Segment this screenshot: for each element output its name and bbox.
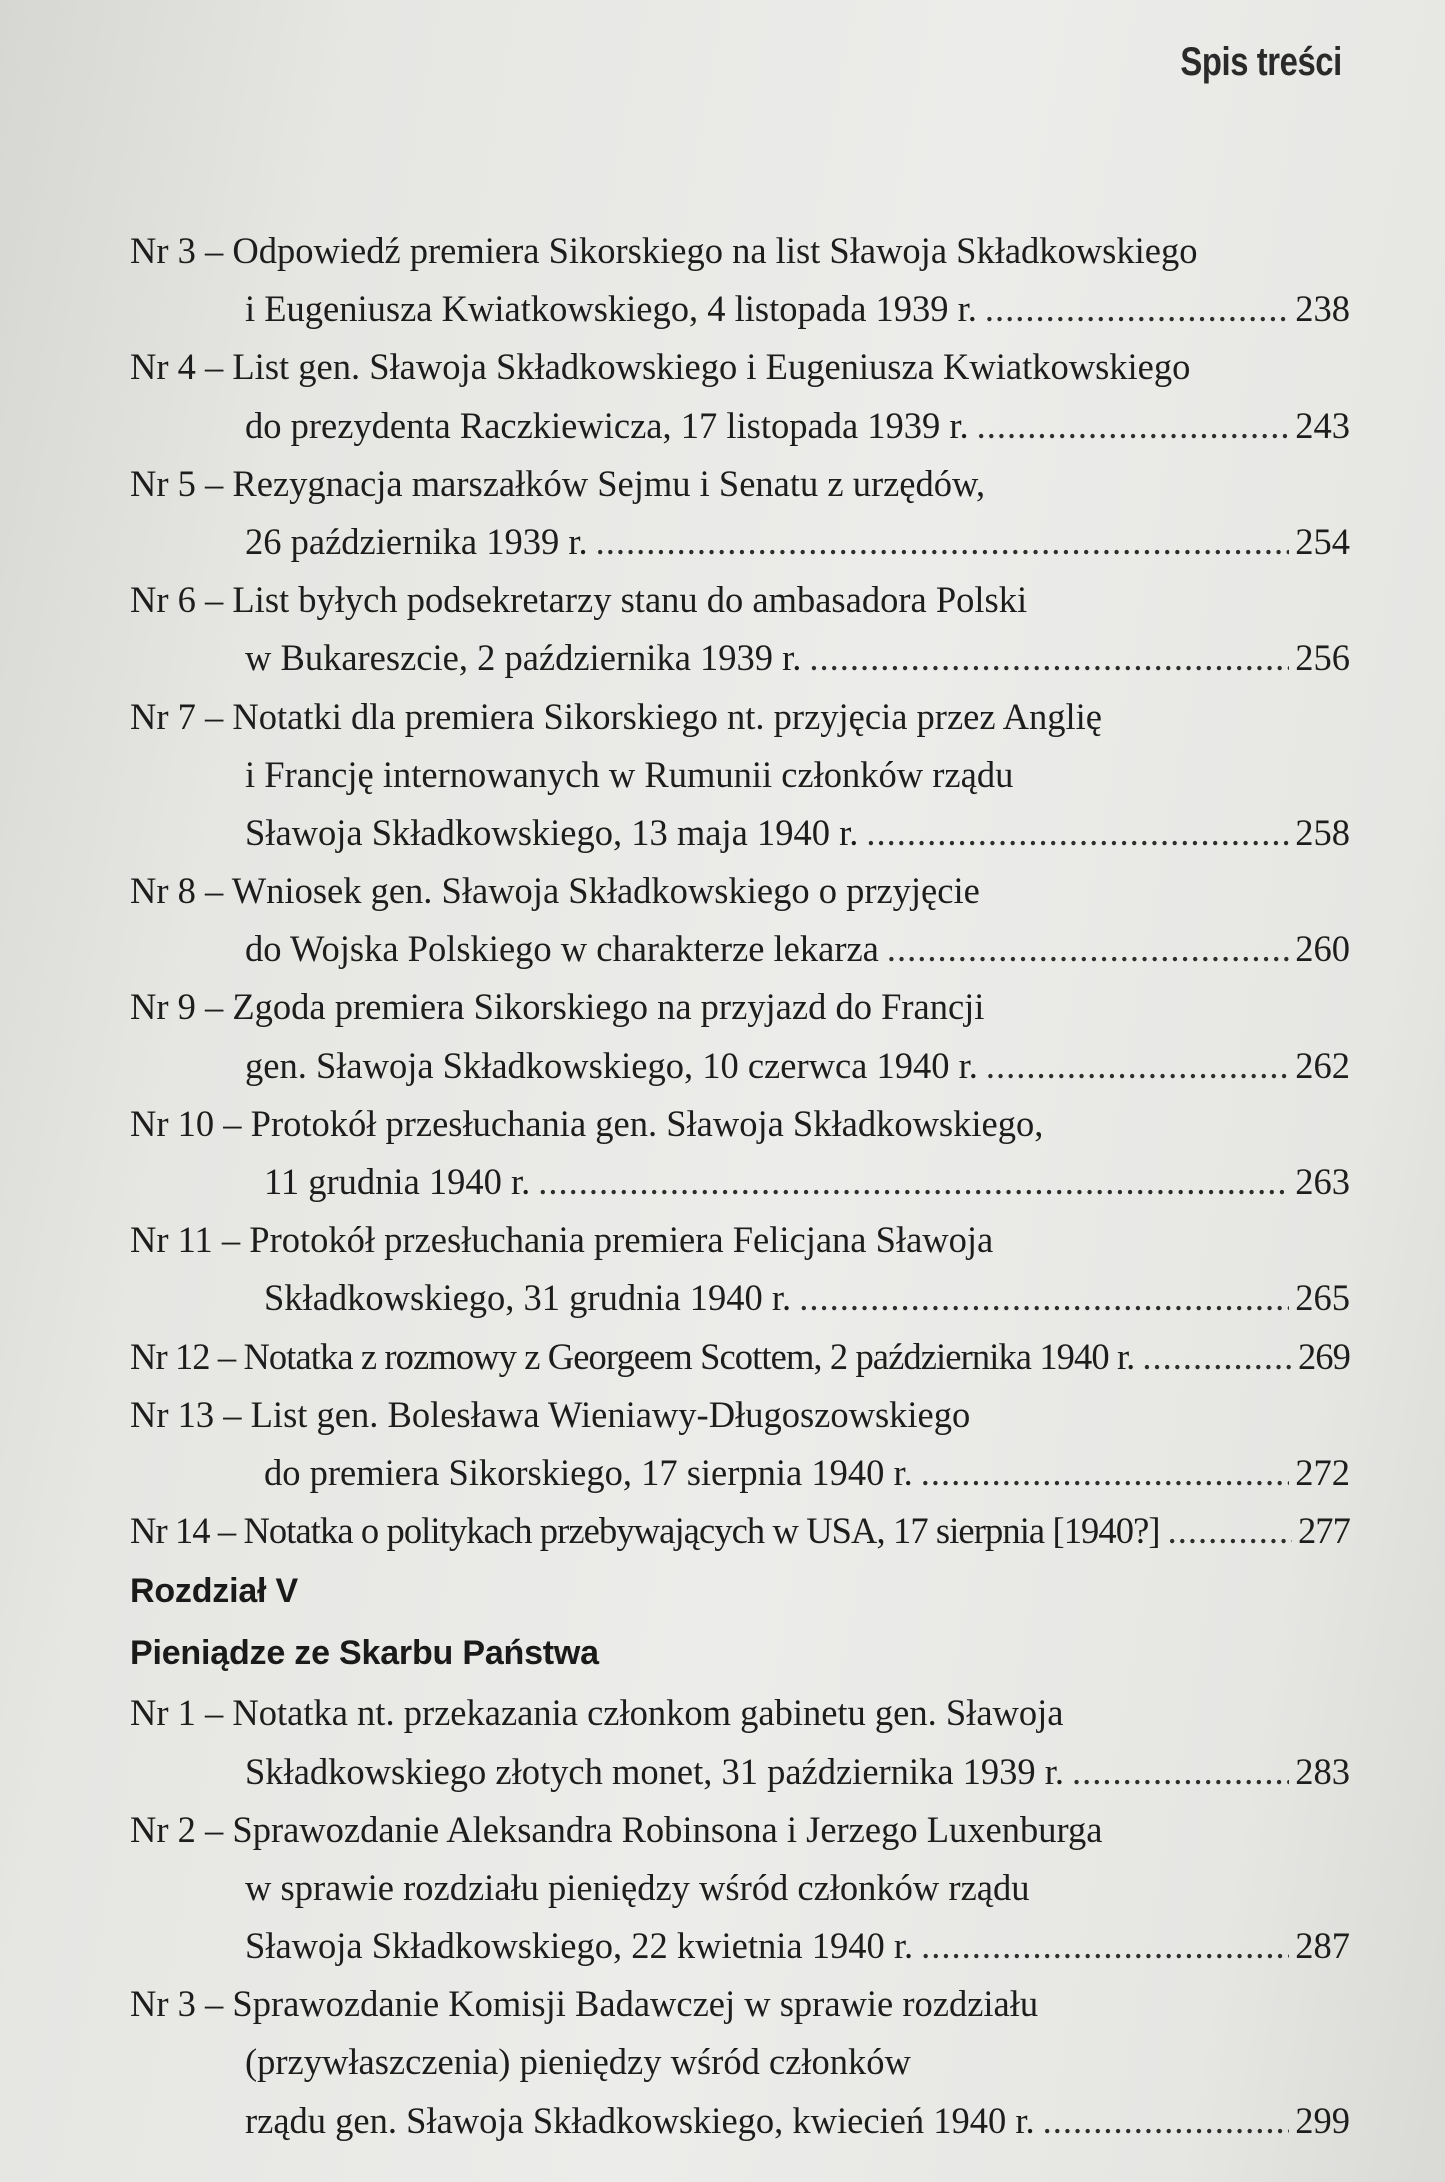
toc-entry-line: Nr 11 – Protokół przesłuchania premiera Felicjana Sławoja xyxy=(130,1219,994,1261)
toc-entry xyxy=(130,1684,1350,1800)
page-number: 260 xyxy=(1295,928,1350,970)
leader-dots xyxy=(921,1917,1289,1975)
page-number: 265 xyxy=(1295,1277,1350,1319)
leader-dots xyxy=(596,513,1290,571)
toc-entry xyxy=(130,1502,1350,1560)
leader-dots xyxy=(977,397,1290,455)
leader-dots xyxy=(1142,1328,1292,1386)
toc-entry-line: Nr 5 – Rezygnacja marszałków Sejmu i Senatu z urzędów, xyxy=(130,462,986,504)
leader-dots xyxy=(986,1037,1289,1095)
leader-dots xyxy=(985,280,1289,338)
toc-entry-last-line: Nr 12 – Notatka z rozmowy z Georgeem Scottem, 2 października 1940 r. ..... 269 xyxy=(130,1328,1350,1386)
toc-entry-line: Nr 4 – List gen. Sławoja Składkowskiego i Eugeniusza Kwiatkowskiego xyxy=(130,346,1191,388)
leader-dots xyxy=(1043,2092,1290,2150)
toc-entry-line: Nr 3 – Odpowiedź premiera Sikorskiego na list Sławoja Składkowskiego xyxy=(130,230,1198,271)
toc-entry xyxy=(130,455,1350,571)
page-number: 238 xyxy=(1295,288,1350,330)
toc-entry xyxy=(130,1801,1350,1976)
chapter-title: Pieniądze ze Skarbu Państwa xyxy=(130,1634,599,1673)
toc-entry-line: Nr 6 – List byłych podsekretarzy stanu do ambasadora Polski xyxy=(130,579,1028,621)
page-number: 269 xyxy=(1297,1335,1350,1377)
leader-dots xyxy=(921,1444,1289,1502)
toc-entry-last-line: Nr 14 – Notatka o politykach przebywających w USA, 17 sierpnia [1940?] ..... 277 xyxy=(130,1502,1350,1560)
page-number: 256 xyxy=(1295,637,1350,679)
leader-dots xyxy=(866,804,1289,862)
page-number: 283 xyxy=(1295,1750,1350,1792)
toc-entry xyxy=(130,571,1350,687)
page-number: 299 xyxy=(1295,2099,1350,2141)
page-number: 277 xyxy=(1297,1510,1350,1552)
toc-entry-line: Nr 9 – Zgoda premiera Sikorskiego na przyjazd do Francji xyxy=(130,986,985,1028)
toc-entry xyxy=(130,1975,1350,2150)
page-number: 243 xyxy=(1295,404,1350,446)
toc-entry-last-line: do Wojska Polskiego w charakterze lekarza ..... 260 xyxy=(130,920,1350,978)
toc-entry-line: Nr 7 – Notatki dla premiera Sikorskiego nt. przyjęcia przez Anglię xyxy=(130,695,1103,737)
table-of-contents xyxy=(130,222,1350,2150)
toc-entry xyxy=(130,1095,1350,1211)
toc-entry-line: i Francję internowanych w Rumunii członków rządu xyxy=(245,753,1014,795)
toc-entry-line: w sprawie rozdziału pieniędzy wśród członków rządu xyxy=(245,1866,1030,1908)
chapter-number: Rozdział V xyxy=(130,1572,299,1611)
toc-entry xyxy=(130,1386,1350,1502)
leader-dots xyxy=(799,1269,1289,1327)
toc-entry-last-line: w Bukareszcie, 2 października 1939 r. ..... 256 xyxy=(130,629,1350,687)
toc-entry-last-line: gen. Sławoja Składkowskiego, 10 czerwca 1940 r. ..... 262 xyxy=(130,1037,1350,1095)
page-number: 262 xyxy=(1295,1044,1350,1086)
toc-entry xyxy=(130,1211,1350,1327)
toc-entry-last-line: rządu gen. Sławoja Składkowskiego, kwiecień 1940 r. ..... 299 xyxy=(130,2092,1350,2150)
toc-entry-line: Nr 3 – Sprawozdanie Komisji Badawczej w sprawie rozdziału xyxy=(130,1983,1039,2025)
leader-dots xyxy=(1168,1502,1292,1560)
toc-entry xyxy=(130,688,1350,863)
toc-entry-line: Nr 2 – Sprawozdanie Aleksandra Robinsona i Jerzego Luxenburga xyxy=(130,1808,1103,1850)
leader-dots xyxy=(887,920,1289,978)
toc-entry-last-line: do premiera Sikorskiego, 17 sierpnia 1940 r. ..... 272 xyxy=(130,1444,1350,1502)
leader-dots xyxy=(809,629,1289,687)
toc-entry-line: Nr 8 – Wniosek gen. Sławoja Składkowskiego o przyjęcie xyxy=(130,870,980,912)
toc-entry xyxy=(130,1328,1350,1386)
toc-entry-line: Nr 10 – Protokół przesłuchania gen. Sławoja Składkowskiego, xyxy=(130,1102,1044,1144)
leader-dots xyxy=(538,1153,1289,1211)
leader-dots xyxy=(1072,1743,1289,1801)
toc-entry-last-line: Składkowskiego złotych monet, 31 października 1939 r. ..... 283 xyxy=(130,1743,1350,1801)
toc-entry-last-line: 26 października 1939 r. ..... 254 xyxy=(130,513,1350,571)
running-header: Spis treści xyxy=(1180,40,1342,84)
toc-entry-line: Nr 1 – Notatka nt. przekazania członkom gabinetu gen. Sławoja xyxy=(130,1692,1064,1734)
toc-entry xyxy=(130,862,1350,978)
page-number: 287 xyxy=(1295,1925,1350,1967)
toc-entry xyxy=(130,978,1350,1094)
page-number: 263 xyxy=(1295,1161,1350,1202)
toc-entry xyxy=(130,222,1350,338)
toc-entry-last-line: i Eugeniusza Kwiatkowskiego, 4 listopada 1939 r. ..... 238 xyxy=(130,280,1350,338)
toc-entry-last-line: 11 grudnia 1940 r. ..... 263 xyxy=(130,1153,1350,1211)
page-number: 254 xyxy=(1295,520,1350,562)
toc-entry-line: (przywłaszczenia) pieniędzy wśród członków xyxy=(245,2041,911,2083)
toc-entry-last-line: Składkowskiego, 31 grudnia 1940 r. ..... 265 xyxy=(130,1269,1350,1327)
page-number: 272 xyxy=(1295,1451,1350,1493)
toc-entry-line: Nr 13 – List gen. Bolesława Wieniawy-Długoszowskiego xyxy=(130,1393,971,1435)
toc-entry-last-line: do prezydenta Raczkiewicza, 17 listopada 1939 r. ..... 243 xyxy=(130,397,1350,455)
page-number: 258 xyxy=(1295,811,1350,853)
toc-entry xyxy=(130,338,1350,454)
toc-entry-last-line: Sławoja Składkowskiego, 22 kwietnia 1940 r. ..... 287 xyxy=(130,1917,1350,1975)
toc-entry-last-line: Sławoja Składkowskiego, 13 maja 1940 r. ..... 258 xyxy=(130,804,1350,862)
